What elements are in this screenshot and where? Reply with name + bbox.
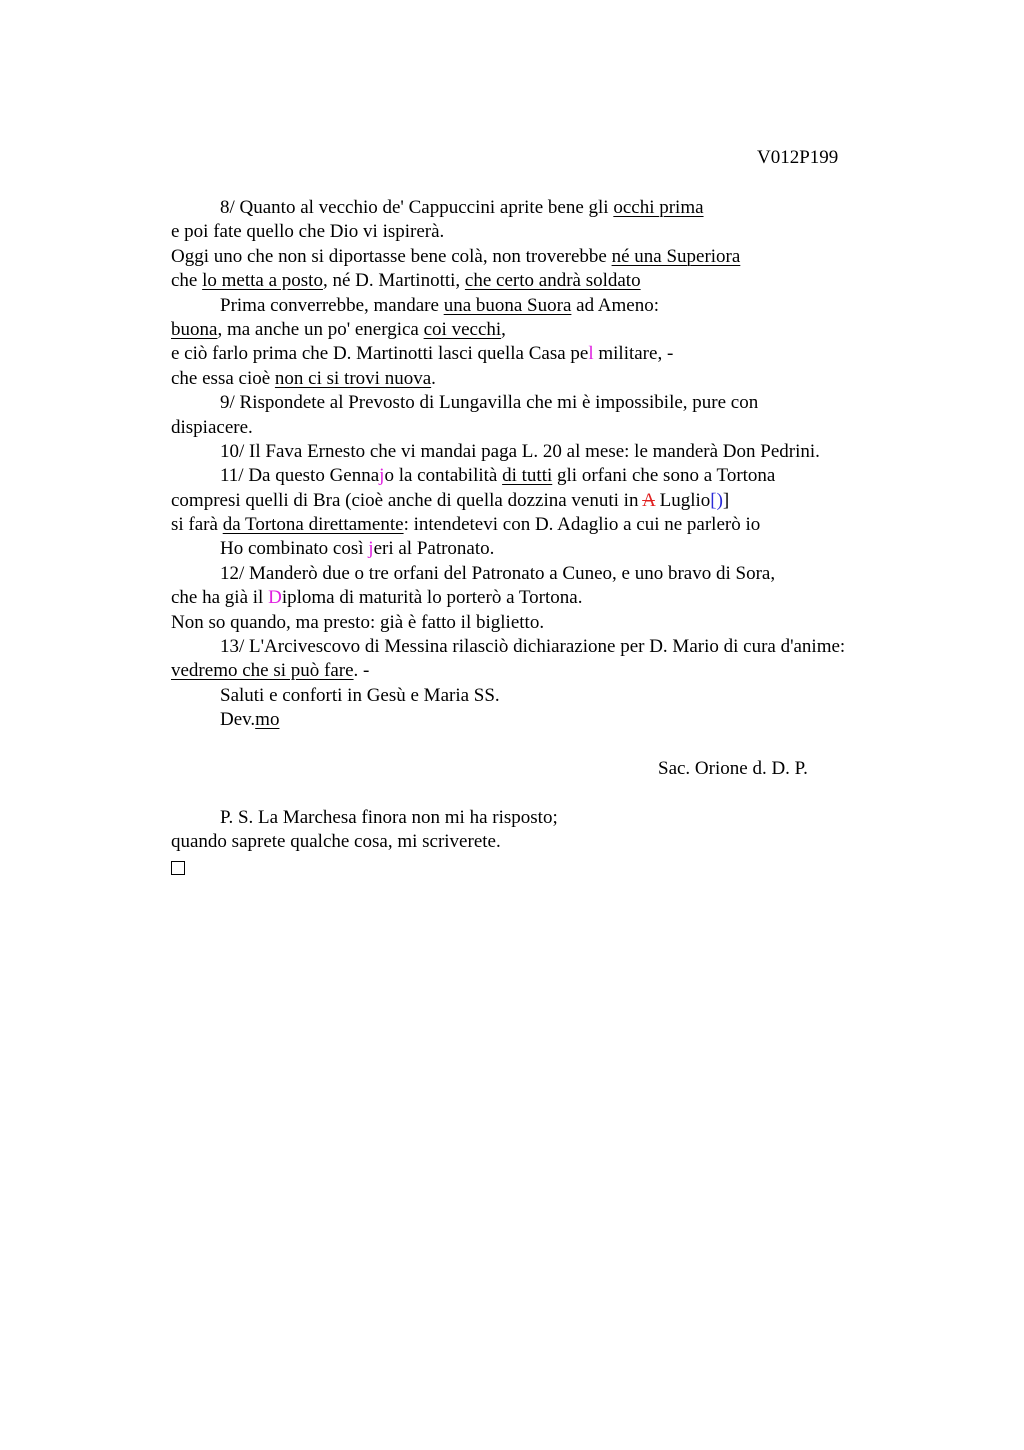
text-line [171,684,971,708]
text-line [171,440,971,464]
text-line [171,318,971,342]
text-segment: Oggi uno che non si diportasse bene colà, non troverebbe [171,245,612,267]
text-line [171,806,971,830]
text-line [171,537,971,561]
text-segment: Luglio [654,489,711,511]
text-segment: e ciò farlo prima che D. Martinotti lasci quella Casa pe [171,343,589,365]
editorial-bracket: [) [710,489,723,511]
text-segment: 13/ L'Arcivescovo di Messina rilasciò dichiarazione per D. Mario di cura d'anime: [220,636,846,658]
text-segment: gli orfani che sono a Tortona [552,465,776,487]
underlined-text: che certo andrà soldato [464,270,641,292]
text-segment: 12/ Manderò due o tre orfani del Patronato a Cuneo, e uno bravo di Sora, [220,562,776,584]
text-segment: 8/ Quanto al vecchio de' Cappuccini aprite bene gli [220,197,614,218]
text-segment: e poi fate quello che Dio vi ispirerà. [171,221,445,243]
text-line [171,830,971,854]
text-segment: Saluti e conforti in Gesù e Maria SS. [220,684,500,706]
text-segment: Prima converrebbe, mandare [220,294,444,316]
deleted-text: A [642,489,655,511]
text-segment: dispiacere. [171,416,253,438]
text-segment: che [171,270,203,292]
text-line [171,562,971,586]
underlined-text: né una Superiora [611,245,741,267]
editorial-correction: j [368,538,374,560]
text-segment: , [501,318,506,340]
text-line [171,513,971,537]
text-segment: che ha già il [171,587,269,609]
text-segment: 9/ Rispondete al Prevosto di Lungavilla che mi è impossibile, pure con [220,392,759,414]
text-segment: , ma anche un po' energica [217,318,424,340]
underlined-text: coi vecchi [423,318,502,340]
text-segment: che essa cioè [171,367,275,389]
editorial-correction: j [379,465,385,487]
text-segment: . - [353,660,370,682]
text-segment: P. S. La Marchesa finora non mi ha risposto; [220,806,558,828]
text-line [171,708,971,732]
underlined-text: non ci si trovi nuova [274,367,432,389]
page-identifier: V012P199 [757,147,839,168]
text-line [171,586,971,610]
text-line [171,464,971,488]
editorial-correction: D [268,587,282,609]
text-segment: iploma di maturità lo porterò a Tortona. [281,587,583,609]
text-line [171,245,971,269]
postscript [171,806,971,855]
underlined-text: vedremo che si può fare [171,660,354,682]
text-segment: Non so quando, ma presto: già è fatto il biglietto. [171,611,545,633]
text-segment: Dev. [220,709,256,731]
text-segment: eri al Patronato. [373,538,495,560]
letter-paragraphs [171,196,971,733]
text-segment: ] [722,489,730,511]
text-line [171,294,971,318]
square-icon [171,861,185,875]
text-line [171,269,971,293]
text-line [171,196,971,220]
text-segment: . [431,367,436,389]
text-line [171,367,971,391]
editorial-correction: l [588,343,594,365]
text-segment: compresi quelli di Bra (cioè anche di quella dozzina venuti in [171,489,643,511]
text-line [171,220,971,244]
underlined-text: una buona Suora [443,294,572,316]
text-line [171,391,971,415]
letter-body [171,196,971,881]
text-line [171,659,971,683]
signature: Sac. Orione d. D. P. [658,757,808,779]
end-marker [171,855,971,881]
underlined-text: di tutti [502,465,553,487]
spacer [171,781,971,805]
text-segment: Ho combinato così [220,538,369,560]
text-line [171,635,971,659]
text-segment: si farà [171,514,223,536]
text-segment: , né D. Martinotti, [322,270,465,292]
underlined-text: occhi prima [613,197,704,218]
underlined-text: mo [255,709,280,731]
text-segment: ad Ameno: [571,294,659,316]
text-line [171,342,971,366]
text-segment: 10/ Il Fava Ernesto che vi mandai paga L. 20 al mese: le manderà Don Pedrini. [220,440,820,462]
underlined-text: lo metta a posto [202,270,323,292]
underlined-text: da Tortona direttamente [222,514,404,536]
text-line [171,611,971,635]
text-segment: o la contabilità [384,465,503,487]
spacer [171,733,971,757]
text-line [171,416,971,440]
text-segment: militare, - [593,343,674,365]
text-segment: quando saprete qualche cosa, mi scriverete. [171,831,501,853]
text-segment: : intendetevi con D. Adaglio a cui ne parlerò io [403,514,761,536]
underlined-text: buona [171,318,218,340]
text-line [171,489,971,513]
text-segment: 11/ Da questo Genna [220,465,380,487]
